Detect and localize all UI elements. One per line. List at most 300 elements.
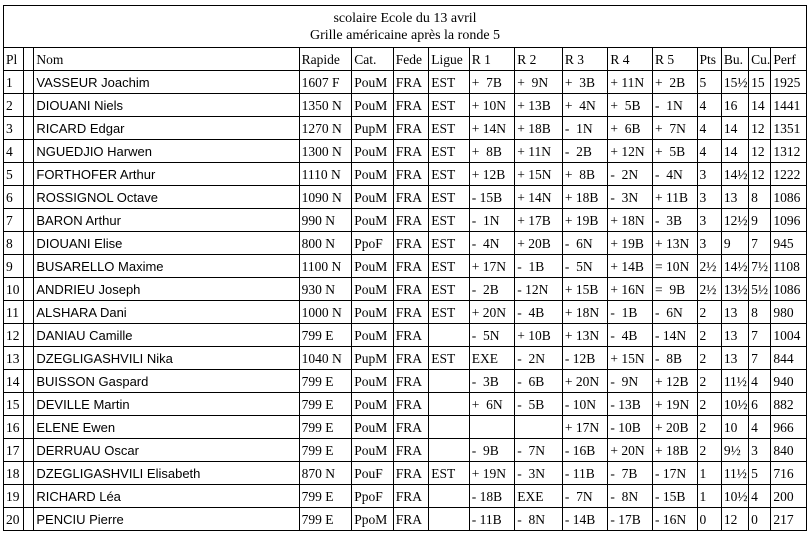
cell-cumulative: 12 [749,163,771,186]
cell-federation: FRA [393,462,428,485]
cell-buchholz: 10½ [721,393,748,416]
cell-round-5: + 5B [652,140,697,163]
cell-federation: FRA [393,255,428,278]
header-federation: Fede [393,48,428,71]
cell-points: 3 [697,163,721,186]
cell-buchholz: 10½ [721,485,748,508]
cell-rating: 1300 N [299,140,352,163]
cell-buchholz: 13 [721,186,748,209]
cell-federation: FRA [393,209,428,232]
cell-buchholz: 13 [721,301,748,324]
cell-points: 4 [697,94,721,117]
cell-name: DERRUAU Oscar [34,439,299,462]
header-league: Ligue [429,48,470,71]
cell-buchholz: 14 [721,117,748,140]
cell-buchholz: 11½ [721,462,748,485]
cell-round-5: + 12B [652,370,697,393]
cell-cumulative: 6 [749,393,771,416]
cell-round-1: + 12B [469,163,515,186]
cell-name: RICARD Edgar [34,117,299,140]
table-row [4,186,807,209]
cell-place: 1 [4,71,24,94]
cell-federation: FRA [393,186,428,209]
table-row [4,117,807,140]
cell-league: EST [429,117,470,140]
cell-round-2: - 3N [515,462,563,485]
cell-buchholz: 9½ [721,439,748,462]
cell-place: 11 [4,301,24,324]
cell-category: PouM [352,140,394,163]
cell-round-5: + 2B [652,71,697,94]
cell-place: 15 [4,393,24,416]
cell-federation: FRA [393,94,428,117]
cell-rating: 1100 N [299,255,352,278]
cell-round-5: - 6N [652,301,697,324]
cell-spacer [24,186,34,209]
cell-round-4: + 20N [608,439,653,462]
cell-spacer [24,232,34,255]
cell-round-1: + 10N [469,94,515,117]
cell-buchholz: 15½ [721,71,748,94]
cell-round-3: - 1N [562,117,608,140]
cell-round-2: - 5B [515,393,563,416]
header-buchholz: Bu. [721,48,748,71]
table-title [4,6,807,48]
cell-rating: 870 N [299,462,352,485]
cell-cumulative: 9 [749,209,771,232]
cell-rating: 800 N [299,232,352,255]
cell-cumulative: 12 [749,117,771,140]
cell-place: 4 [4,140,24,163]
cell-rating: 799 E [299,485,352,508]
cell-name: RICHARD Léa [34,485,299,508]
cell-federation: FRA [393,324,428,347]
cell-federation: FRA [393,370,428,393]
cell-performance: 1925 [771,71,807,94]
title-line-1: scolaire Ecole du 13 avril [333,10,477,26]
cell-place: 12 [4,324,24,347]
cell-cumulative: 7 [749,324,771,347]
cell-round-4: + 5B [608,94,653,117]
cell-performance: 844 [771,347,807,370]
cell-points: 2 [697,370,721,393]
cell-round-2: - 1B [515,255,563,278]
cell-points: 2 [697,301,721,324]
cell-points: 2 [697,439,721,462]
cell-round-2: + 20B [515,232,563,255]
cell-round-1: - 11B [469,508,515,531]
cell-league: EST [429,232,470,255]
cell-round-4: - 4B [608,324,653,347]
cell-federation: FRA [393,278,428,301]
cell-place: 17 [4,439,24,462]
cell-round-2: EXE [515,485,563,508]
cell-league: EST [429,186,470,209]
cell-spacer [24,209,34,232]
cell-round-4: - 2N [608,163,653,186]
table-row [4,347,807,370]
cell-cumulative: 15 [749,71,771,94]
table-row [4,140,807,163]
header-round-4: R 4 [608,48,653,71]
cell-round-3: - 2B [562,140,608,163]
cell-league [429,439,470,462]
table-row [4,324,807,347]
cell-category: PouM [352,301,394,324]
cell-round-5: - 14N [652,324,697,347]
cell-round-1: - 18B [469,485,515,508]
cell-cumulative: 0 [749,508,771,531]
cell-performance: 1108 [771,255,807,278]
cell-round-2: + 18B [515,117,563,140]
cell-league [429,416,470,439]
table-row [4,370,807,393]
cell-points: 2 [697,393,721,416]
cell-performance: 1222 [771,163,807,186]
cell-buchholz: 9 [721,232,748,255]
cell-round-4: + 18N [608,209,653,232]
cell-league [429,485,470,508]
cell-name: DZEGLIGASHVILI Elisabeth [34,462,299,485]
cell-round-3: + 15B [562,278,608,301]
cell-spacer [24,347,34,370]
cell-round-1: + 14N [469,117,515,140]
cell-federation: FRA [393,117,428,140]
table-row [4,508,807,531]
cell-name: BUISSON Gaspard [34,370,299,393]
table-row [4,462,807,485]
cell-round-5: - 3B [652,209,697,232]
cell-round-5: - 4N [652,163,697,186]
cell-buchholz: 13 [721,324,748,347]
cell-round-1 [469,416,515,439]
table-row [4,209,807,232]
cell-points: 5 [697,71,721,94]
cell-place: 10 [4,278,24,301]
cell-name: PENCIU Pierre [34,508,299,531]
cell-round-2: + 9N [515,71,563,94]
header-rating: Rapide [299,48,352,71]
cell-place: 14 [4,370,24,393]
cell-round-3: + 17N [562,416,608,439]
cell-round-3: + 13N [562,324,608,347]
cell-round-4: - 3N [608,186,653,209]
cell-round-2: + 14N [515,186,563,209]
cell-cumulative: 7 [749,347,771,370]
cell-rating: 1040 N [299,347,352,370]
cell-league: EST [429,347,470,370]
cell-spacer [24,94,34,117]
cell-round-3: + 4N [562,94,608,117]
cell-place: 8 [4,232,24,255]
cell-round-3: - 6N [562,232,608,255]
cell-round-5: + 18B [652,439,697,462]
cell-round-5: + 7N [652,117,697,140]
cell-federation: FRA [393,301,428,324]
cell-buchholz: 12½ [721,209,748,232]
cell-round-2: - 4B [515,301,563,324]
header-round-3: R 3 [562,48,608,71]
cell-round-1: + 7B [469,71,515,94]
table-row [4,416,807,439]
header-spacer [24,48,34,71]
cell-federation: FRA [393,163,428,186]
cell-round-1: + 20N [469,301,515,324]
cell-league [429,324,470,347]
cell-points: 3 [697,186,721,209]
cell-federation: FRA [393,416,428,439]
cell-round-2: - 12N [515,278,563,301]
cell-place: 5 [4,163,24,186]
cell-cumulative: 4 [749,485,771,508]
cell-points: 2½ [697,278,721,301]
cell-performance: 1004 [771,324,807,347]
cell-spacer [24,324,34,347]
cell-cumulative: 5½ [749,278,771,301]
cell-round-1: - 15B [469,186,515,209]
table-body [4,71,807,531]
cell-points: 1 [697,485,721,508]
cell-place: 3 [4,117,24,140]
cell-name: BARON Arthur [34,209,299,232]
cell-round-4: - 17B [608,508,653,531]
cell-name: DIOUANI Elise [34,232,299,255]
cell-round-2: + 15N [515,163,563,186]
cell-points: 3 [697,232,721,255]
cell-round-3: + 3B [562,71,608,94]
cell-name: BUSARELLO Maxime [34,255,299,278]
cell-round-1: - 4N [469,232,515,255]
cell-federation: FRA [393,485,428,508]
cell-category: PouM [352,186,394,209]
cell-place: 16 [4,416,24,439]
cell-league: EST [429,71,470,94]
header-place: Pl [4,48,24,71]
cell-place: 18 [4,462,24,485]
cell-cumulative: 4 [749,416,771,439]
cell-rating: 799 E [299,324,352,347]
cell-league: EST [429,301,470,324]
cell-place: 20 [4,508,24,531]
cell-league [429,508,470,531]
cell-round-2: + 10B [515,324,563,347]
cell-buchholz: 13 [721,347,748,370]
cell-federation: FRA [393,393,428,416]
cell-points: 4 [697,140,721,163]
cell-name: DANIAU Camille [34,324,299,347]
cell-category: PouM [352,255,394,278]
header-name: Nom [34,48,299,71]
table-row [4,71,807,94]
cell-spacer [24,370,34,393]
cell-category: PupM [352,117,394,140]
cell-rating: 1000 N [299,301,352,324]
cell-round-5: + 11B [652,186,697,209]
cell-category: PouM [352,71,394,94]
cell-points: 2½ [697,255,721,278]
cell-cumulative: 12 [749,140,771,163]
cell-name: DZEGLIGASHVILI Nika [34,347,299,370]
cell-category: PouM [352,209,394,232]
header-cumulative: Cu. [749,48,771,71]
cell-round-3: + 18B [562,186,608,209]
cell-rating: 1110 N [299,163,352,186]
cell-spacer [24,393,34,416]
header-category: Cat. [352,48,394,71]
cell-category: PouM [352,163,394,186]
cell-rating: 1270 N [299,117,352,140]
cell-buchholz: 13½ [721,278,748,301]
cell-federation: FRA [393,140,428,163]
cell-category: PpoF [352,232,394,255]
table-row [4,485,807,508]
cell-league [429,393,470,416]
cell-round-5: + 13N [652,232,697,255]
cell-points: 2 [697,416,721,439]
cell-round-4: - 8N [608,485,653,508]
cell-spacer [24,278,34,301]
cell-federation: FRA [393,439,428,462]
cell-name: DEVILLE Martin [34,393,299,416]
cell-category: PouM [352,94,394,117]
cell-round-2: - 2N [515,347,563,370]
cell-round-3: + 8B [562,163,608,186]
cell-round-5: - 15B [652,485,697,508]
cell-round-4: - 7B [608,462,653,485]
cell-name: DIOUANI Niels [34,94,299,117]
cell-federation: FRA [393,347,428,370]
cell-round-1: + 17N [469,255,515,278]
cell-league [429,370,470,393]
cell-round-3: - 12B [562,347,608,370]
cell-cumulative: 4 [749,370,771,393]
cell-place: 9 [4,255,24,278]
cell-round-2 [515,416,563,439]
cell-spacer [24,508,34,531]
cell-round-2: + 17B [515,209,563,232]
header-points: Pts [697,48,721,71]
cell-place: 13 [4,347,24,370]
cell-performance: 1086 [771,186,807,209]
cell-round-2: - 6B [515,370,563,393]
cell-name: NGUEDJIO Harwen [34,140,299,163]
cell-performance: 882 [771,393,807,416]
cell-league: EST [429,140,470,163]
cell-buchholz: 14 [721,140,748,163]
table-row [4,301,807,324]
cell-place: 7 [4,209,24,232]
cell-round-4: + 14B [608,255,653,278]
cell-performance: 1096 [771,209,807,232]
cell-buchholz: 12 [721,508,748,531]
cell-buchholz: 14½ [721,163,748,186]
cell-round-3: + 18N [562,301,608,324]
cell-performance: 980 [771,301,807,324]
cell-cumulative: 14 [749,94,771,117]
cell-performance: 1441 [771,94,807,117]
table-row [4,94,807,117]
cell-rating: 1607 F [299,71,352,94]
table-row [4,393,807,416]
cell-performance: 840 [771,439,807,462]
cell-place: 6 [4,186,24,209]
table-row [4,439,807,462]
cell-performance: 1312 [771,140,807,163]
cell-spacer [24,140,34,163]
cell-round-5: - 16N [652,508,697,531]
cell-rating: 799 E [299,439,352,462]
cell-rating: 1090 N [299,186,352,209]
cell-performance: 217 [771,508,807,531]
cell-round-2: + 11N [515,140,563,163]
cell-points: 0 [697,508,721,531]
cell-points: 2 [697,347,721,370]
cell-round-5: = 10N [652,255,697,278]
cell-name: VASSEUR Joachim [34,71,299,94]
cell-league: EST [429,94,470,117]
cell-round-3: - 10N [562,393,608,416]
cell-category: PouM [352,416,394,439]
cell-round-3: - 16B [562,439,608,462]
cell-performance: 200 [771,485,807,508]
cell-round-4: - 1B [608,301,653,324]
cell-name: ROSSIGNOL Octave [34,186,299,209]
cell-rating: 799 E [299,393,352,416]
cell-spacer [24,439,34,462]
standings-sheet [3,5,807,531]
table-row [4,278,807,301]
cell-name: FORTHOFER Arthur [34,163,299,186]
cell-rating: 1350 N [299,94,352,117]
header-performance: Perf [771,48,807,71]
cell-spacer [24,163,34,186]
cell-performance: 716 [771,462,807,485]
cell-cumulative: 8 [749,301,771,324]
header-row [4,48,807,71]
cell-round-5: - 1N [652,94,697,117]
cell-rating: 799 E [299,370,352,393]
cell-buchholz: 11½ [721,370,748,393]
cell-round-3: - 5N [562,255,608,278]
cell-round-3: + 20N [562,370,608,393]
cell-points: 2 [697,324,721,347]
cell-round-5: - 17N [652,462,697,485]
cell-round-4: + 12N [608,140,653,163]
cell-round-1: - 1N [469,209,515,232]
cell-category: PouM [352,278,394,301]
cell-round-5: + 19N [652,393,697,416]
cell-performance: 1086 [771,278,807,301]
cell-round-3: - 14B [562,508,608,531]
cell-cumulative: 7½ [749,255,771,278]
cell-category: PupM [352,347,394,370]
header-round-5: R 5 [652,48,697,71]
title-line-2: Grille américaine après la ronde 5 [309,27,501,43]
cell-round-5: = 9B [652,278,697,301]
cell-buchholz: 14½ [721,255,748,278]
cell-spacer [24,117,34,140]
cell-cumulative: 8 [749,186,771,209]
cell-round-4: + 19B [608,232,653,255]
cell-round-3: + 19B [562,209,608,232]
cell-category: PouM [352,324,394,347]
cell-category: PpoF [352,485,394,508]
cell-rating: 930 N [299,278,352,301]
cell-rating: 799 E [299,416,352,439]
table-row [4,163,807,186]
cell-round-1: + 19N [469,462,515,485]
cell-performance: 940 [771,370,807,393]
